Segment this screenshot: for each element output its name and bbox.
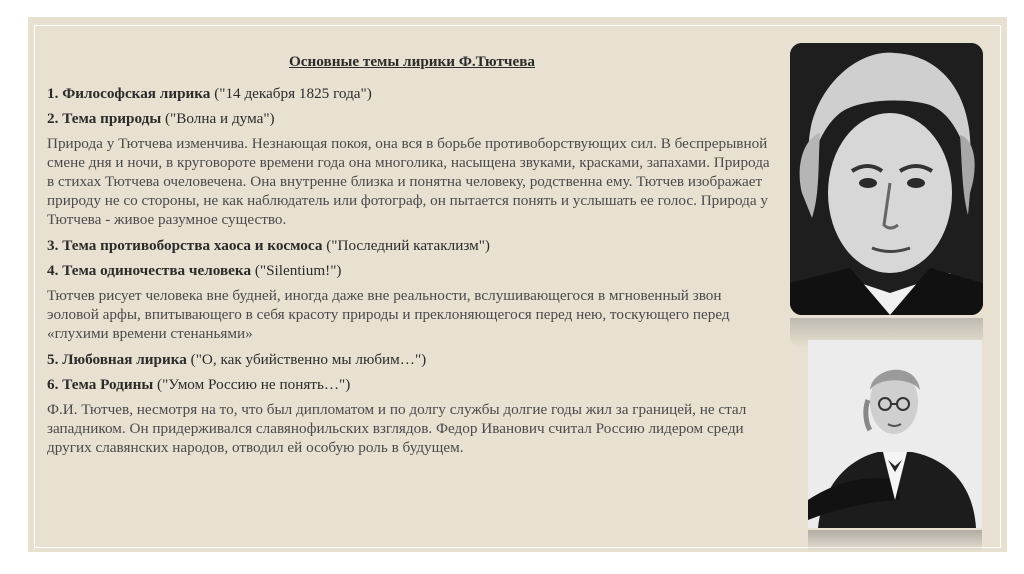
slide-title: Основные темы лирики Ф.Тютчева <box>288 53 536 70</box>
theme-example: ("Волна и дума") <box>161 110 275 127</box>
theme-example: ("Умом Россию не понять…") <box>153 376 351 393</box>
portrait-image-bottom <box>808 340 982 528</box>
theme-example: ("14 декабря 1825 года") <box>210 85 372 102</box>
portrait-reflection-bottom <box>808 530 982 552</box>
loneliness-paragraph: Тютчев рисует человека вне будней, иногда даже вне реальности, вслушивающегося в мгновенный звон эоловой арфы, впитывающего в себя красоту природы и преклоняющегося перед нею, тоскующего перед «глухими времени стенаньями» <box>47 287 730 342</box>
theme-item-3 <box>47 236 777 255</box>
theme-label: 6. Тема Родины <box>47 376 154 393</box>
theme-label: 5. Любовная лирика <box>47 351 187 368</box>
text-column <box>47 52 777 464</box>
theme-label: 2. Тема природы <box>47 110 162 127</box>
theme-item-5 <box>47 350 777 369</box>
theme-label: 1. Философская лирика <box>47 85 211 102</box>
theme-example: ("О, как убийственно мы любим…") <box>186 351 427 368</box>
theme-item-6 <box>47 375 777 394</box>
theme-item-1 <box>47 84 777 103</box>
theme-example: ("Silentium!") <box>251 262 342 279</box>
portrait-image-top <box>790 43 983 315</box>
theme-example: ("Последний катаклизм") <box>322 237 490 254</box>
nature-paragraph: Природа у Тютчева изменчива. Незнающая покоя, она вся в борьбе противоборствующих сил. В беспрерывной смене дня и ночи, в круговороте времени года она многолика, насыщена звуками, красками, запахами. Природа в стихах Тютчева очеловечена. Она внутренне близка и понятна человеку, родственна ему. Тютчев изображает природу не со стороны, не как наблюдатель или фотограф, он пытается понять и услышать ее голос. Природа у Тютчева - живое разумное существо. <box>47 135 770 228</box>
theme-item-4 <box>47 261 777 280</box>
theme-label: 4. Тема одиночества человека <box>47 262 252 279</box>
theme-label: 3. Тема противоборства хаоса и космоса <box>47 237 323 254</box>
theme-item-2 <box>47 109 777 128</box>
homeland-paragraph: Ф.И. Тютчев, несмотря на то, что был дипломатом и по долгу службы долгие годы жил за границей, не стал западником. Он придерживался славянофильских взглядов. Федор Иванович считал Россию лидером среди других славянских народов, отводил ей особую роль в будущем. <box>47 401 747 456</box>
